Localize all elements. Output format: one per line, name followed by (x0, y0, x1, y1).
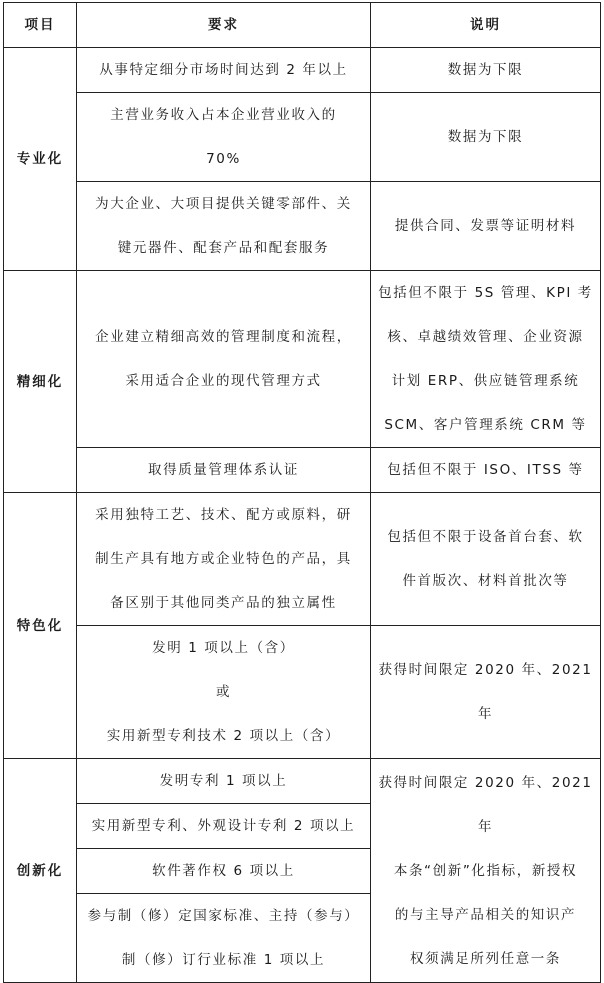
note-line: 核、卓越绩效管理、企业资源 (387, 329, 584, 345)
header-row (4, 3, 601, 48)
requirement-cell: 取得质量管理体系认证 (77, 448, 371, 493)
requirement-line: 为大企业、大项目提供关键零部件、关 (95, 196, 352, 212)
requirements-table (3, 2, 601, 983)
requirement-line: 主营业务收入占本企业营业收入的 (110, 107, 337, 123)
note-line: 权须满足所列任意一条 (410, 950, 561, 967)
requirement-line: 键元器件、配套产品和配套服务 (117, 240, 330, 256)
requirement-cell (77, 626, 371, 759)
note-line: 包括但不限于设备首台套、软 (387, 529, 584, 545)
note-line: 包括但不限于 5S 管理、KPI 考 (378, 285, 593, 301)
category-innovation: 创新化 (4, 759, 77, 983)
requirement-line: 发明 1 项以上（含） (152, 640, 295, 656)
note-cell (371, 493, 601, 626)
requirement-line: 采用适合企业的现代管理方式 (125, 373, 322, 389)
requirement-cell (77, 493, 371, 626)
requirement-cell (77, 93, 371, 182)
note-line: 年 (477, 706, 494, 722)
note-line: 的与主导产品相关的知识产 (394, 906, 577, 923)
note-line: 计划 ERP、供应链管理系统 (391, 373, 580, 389)
category-specialization: 专业化 (4, 48, 77, 271)
requirement-line: 70% (206, 151, 241, 167)
requirement-line: 采用独特工艺、技术、配方或原料，研 (95, 507, 352, 523)
table-row (4, 271, 601, 448)
requirement-line: 制生产具有地方或企业特色的产品，具 (95, 551, 352, 567)
note-line: 年 (477, 818, 494, 835)
table-row (4, 493, 601, 626)
requirement-cell (77, 271, 371, 448)
requirement-line: 实用新型专利技术 2 项以上（含） (106, 728, 341, 744)
note-cell: 数据为下限 (371, 48, 601, 93)
requirement-cell (77, 182, 371, 271)
requirement-line: 制（修）订行业标准 1 项以上 (121, 952, 326, 968)
note-line: 本条“创新”化指标，新授权 (393, 862, 578, 879)
table-row (4, 448, 601, 493)
table-row (4, 93, 601, 182)
requirement-cell: 从事特定细分市场时间达到 2 年以上 (77, 48, 371, 93)
note-line: SCM、客户管理系统 CRM 等 (384, 417, 587, 433)
requirement-cell: 发明专利 1 项以上 (77, 759, 371, 804)
note-cell: 数据为下限 (371, 93, 601, 182)
note-line: 获得时间限定 2020 年、2021 (378, 774, 593, 791)
requirement-cell: 实用新型专利、外观设计专利 2 项以上 (77, 804, 371, 849)
table-row (4, 626, 601, 759)
requirement-line: 或 (215, 684, 232, 700)
note-cell (371, 626, 601, 759)
note-line: 件首版次、材料首批次等 (402, 573, 569, 589)
header-note: 说明 (371, 3, 601, 48)
note-line: 获得时间限定 2020 年、2021 (378, 662, 593, 678)
requirement-cell: 软件著作权 6 项以上 (77, 849, 371, 894)
category-specialty: 特色化 (4, 493, 77, 759)
header-requirement: 要求 (77, 3, 371, 48)
table-row (4, 182, 601, 271)
table-row (4, 759, 601, 804)
requirement-cell (77, 894, 371, 983)
requirement-line: 参与制（修）定国家标准、主持（参与） (87, 908, 360, 924)
category-refinement: 精细化 (4, 271, 77, 493)
requirement-line: 备区别于其他同类产品的独立属性 (110, 595, 337, 611)
header-item: 项目 (4, 3, 77, 48)
note-cell (371, 271, 601, 448)
note-cell: 提供合同、发票等证明材料 (371, 182, 601, 271)
table-row (4, 48, 601, 93)
note-cell (371, 759, 601, 983)
note-cell: 包括但不限于 ISO、ITSS 等 (371, 448, 601, 493)
requirement-line: 企业建立精细高效的管理制度和流程， (95, 329, 352, 345)
